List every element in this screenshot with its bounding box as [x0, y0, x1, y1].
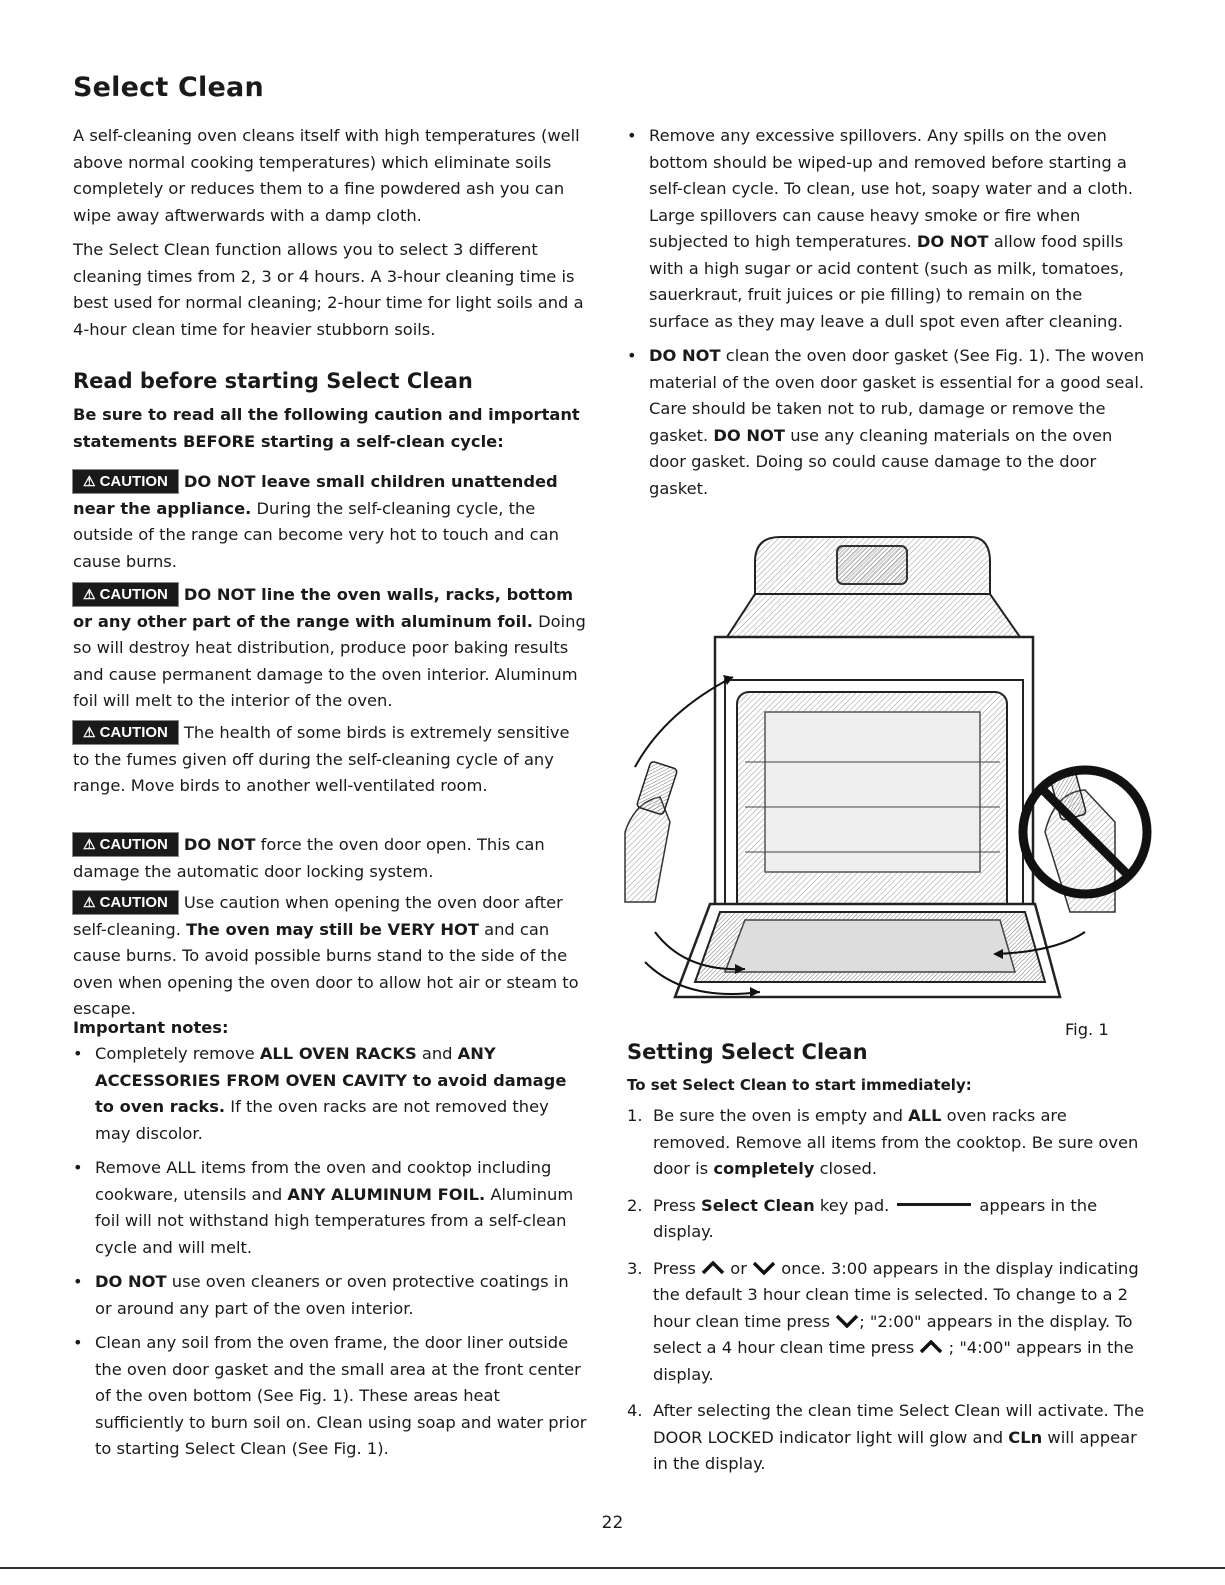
- cooktop: [727, 594, 1020, 637]
- caution-paragraph-2: ⚠ CAUTION DO NOT line the oven walls, racks, bottom or any other part of the range with aluminum foil. Doing so will destroy heat distribution, produce poor baking results and cause permanent damage to the oven interior. Aluminum foil will melt to the interior of the oven.: [73, 585, 586, 710]
- oven-backguard: [755, 537, 990, 594]
- list-item: 2. Press Select Clean key pad. appears in the display.: [627, 1195, 1098, 1241]
- warning-triangle-icon: ⚠: [83, 894, 96, 910]
- list-item: 4. After selecting the clean time Select Clean will activate. The DOOR LOCKED indicator light will glow and CLn will appear in the display.: [627, 1401, 1145, 1473]
- read-before-subheading: Be sure to read all the following caution and important statements BEFORE starting a self-clean cycle:: [73, 405, 580, 451]
- caution-paragraph-5: ⚠ CAUTION Use caution when opening the oven door after self-cleaning. The oven may still be VERY HOT and can cause burns. To avoid possible burns stand to the side of the oven when opening the oven door to allow hot air or steam to escape.: [73, 893, 579, 1018]
- page-title: Select Clean: [73, 72, 264, 103]
- arrow-up-icon: [701, 1261, 725, 1275]
- caution-paragraph-3: ⚠ CAUTION The health of some birds is extremely sensitive to the fumes given off during the self-cleaning cycle of any range. Move birds to another well-ventilated room.: [73, 723, 570, 795]
- intro-paragraph-1: A self-cleaning oven cleans itself with high temperatures (well above normal cooking temperatures) which eliminate soils completely or reduces them to a fine powdered ash you can wipe away aftwerwards with a damp cloth.: [73, 126, 580, 225]
- oven-figure: [615, 532, 1155, 1022]
- setting-steps-list: [627, 1103, 1147, 1488]
- spillover-notes-list: [627, 123, 1147, 510]
- warning-triangle-icon: ⚠: [83, 724, 96, 740]
- arrow-up-icon: [919, 1340, 943, 1354]
- list-item: 3. Press or once. 3:00 appears in the display indicating the default 3 hour clean time is selected. To change to a 2 hour clean time press ; "2:00" appears in the display. To select a 4 hour clean time press ; "4:00" appears in the display.: [627, 1258, 1139, 1384]
- important-notes-list: [73, 1041, 588, 1471]
- caution-paragraph-4: ⚠ CAUTION DO NOT force the oven door open. This can damage the automatic door locking system.: [73, 835, 545, 881]
- prohibited-gasket-icon: [1023, 769, 1147, 912]
- list-item: • Remove any excessive spillovers. Any spills on the oven bottom should be wiped-up and removed before starting a self-clean cycle. To clean, use hot, soapy water and a cloth. Large spillovers can cause heavy smoke or fire when subjected to high temperatures. DO NOT allow food spills with a high sugar or acid content (such as milk, tomatoes, sauerkraut, fruit juices or pie filling) to remain on the surface as they may leave a dull spot even after cleaning.: [627, 123, 1147, 335]
- intro-paragraph-2: The Select Clean function allows you to select 3 different cleaning times from 2, 3 or 4 hours. A 3-hour cleaning time is best used for normal cleaning; 2-hour time for light soils and a 4-hour clean time for heavier stubborn soils.: [73, 240, 584, 339]
- list-item: • Clean any soil from the oven frame, the door liner outside the oven door gasket and the small area at the front center of the oven bottom (See Fig. 1). These areas heat sufficiently to burn soil on. Clean using soap and water prior to starting Select Clean (See Fig. 1).: [73, 1330, 588, 1463]
- warning-triangle-icon: ⚠: [83, 836, 96, 852]
- hand-with-sponge: [625, 761, 678, 902]
- display-dashes-icon: [897, 1203, 971, 1206]
- figure-label: Fig. 1: [1065, 1020, 1109, 1039]
- caution-badge: ⚠ CAUTION: [73, 470, 178, 493]
- arrow-down-icon: [835, 1314, 859, 1328]
- warning-triangle-icon: ⚠: [83, 586, 96, 602]
- caution-badge: ⚠ CAUTION: [73, 583, 178, 606]
- list-item: 1. Be sure the oven is empty and ALL oven racks are removed. Remove all items from the cooktop. Be sure oven door is completely closed.: [627, 1106, 1139, 1178]
- important-notes-heading: Important notes:: [73, 1018, 229, 1037]
- warning-triangle-icon: ⚠: [83, 473, 96, 489]
- read-before-heading: Read before starting Select Clean: [73, 369, 473, 393]
- list-item: • DO NOT use oven cleaners or oven protective coatings in or around any part of the oven interior.: [73, 1269, 588, 1322]
- caution-paragraph-1: ⚠ CAUTION DO NOT leave small children unattended near the appliance. During the self-cleaning cycle, the outside of the range can become very hot to touch and can cause burns.: [73, 472, 559, 571]
- setting-select-clean-subheading: To set Select Clean to start immediately:: [627, 1076, 972, 1094]
- list-item: • Completely remove ALL OVEN RACKS and ANY ACCESSORIES FROM OVEN CAVITY to avoid damage to oven racks. If the oven racks are not removed they may discolor.: [73, 1041, 588, 1147]
- page-bottom-rule: [0, 1567, 1225, 1569]
- list-item: • Remove ALL items from the oven and cooktop including cookware, utensils and ANY ALUMINUM FOIL. Aluminum foil will not withstand high temperatures from a self-clean cycle and will melt.: [73, 1155, 588, 1261]
- caution-badge: ⚠ CAUTION: [73, 721, 178, 744]
- arrow-down-icon: [752, 1261, 776, 1275]
- caution-badge: ⚠ CAUTION: [73, 833, 178, 856]
- setting-select-clean-heading: Setting Select Clean: [627, 1040, 868, 1064]
- page-number: 22: [601, 1513, 624, 1533]
- list-item: • DO NOT clean the oven door gasket (See Fig. 1). The woven material of the oven door gasket is essential for a good seal. Care should be taken not to rub, damage or remove the gasket. DO NOT use any cleaning materials on the oven door gasket. Doing so could cause damage to the door gasket.: [627, 343, 1147, 502]
- caution-badge: ⚠ CAUTION: [73, 891, 178, 914]
